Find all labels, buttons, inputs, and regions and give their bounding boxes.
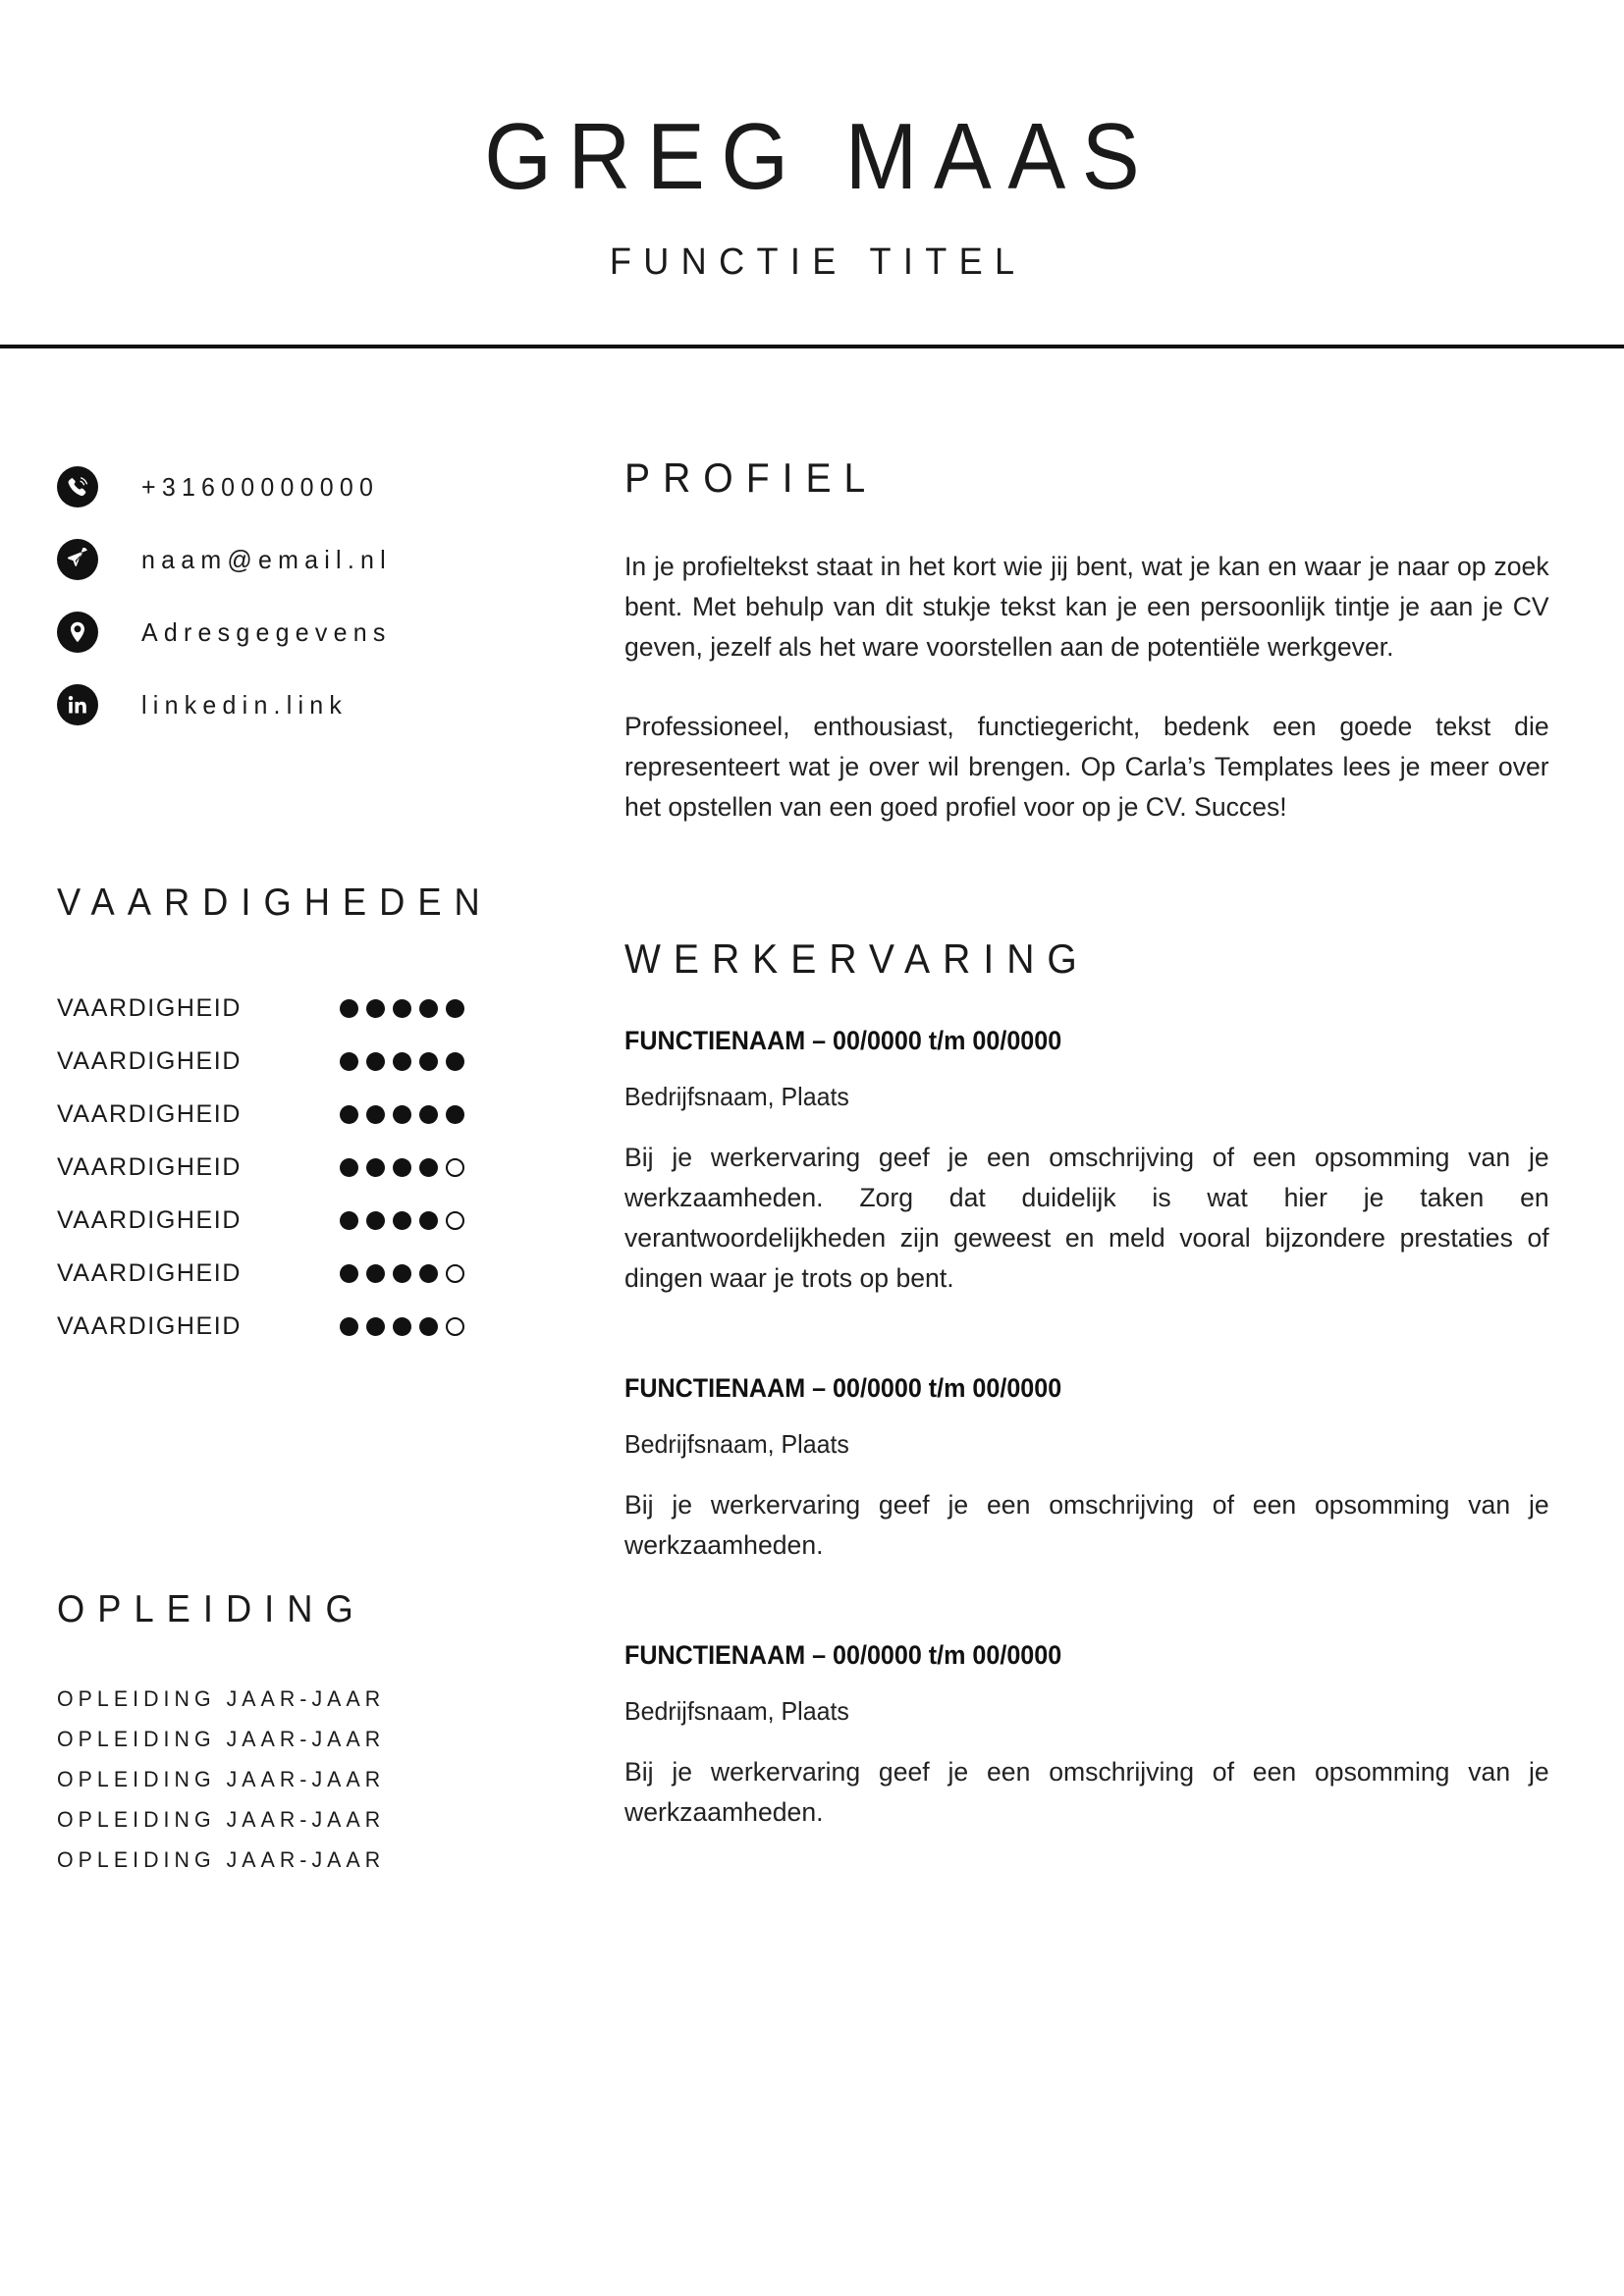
rating-dot-filled [340, 1052, 358, 1071]
page-title: GREG MAAS [484, 104, 1157, 209]
rating-dot-filled [340, 1105, 358, 1124]
rating-dot-filled [393, 1264, 411, 1283]
job-description: Bij je werkervaring geef je een omschrijving of een opsomming van je werkzaamheden. Zorg dat duidelijk is wat hier je taken en verantwoordelijkheden zijn geweest en meld vooral bijzondere prestaties of dingen waar je trots op bent. [624, 1143, 1549, 1294]
profile-section [624, 348, 1563, 828]
education-heading: OPLEIDING [57, 1588, 366, 1630]
location-icon [57, 612, 98, 653]
job-title-subtitle: FUNCTIE TITEL [609, 241, 1027, 283]
experience-item [624, 1026, 1563, 1299]
skill-label: VAARDIGHEID [57, 1099, 242, 1128]
rating-dot-filled [446, 1052, 464, 1071]
rating-dot-filled [366, 1211, 385, 1230]
skill-label: VAARDIGHEID [57, 1311, 242, 1340]
education-item: OPLEIDING JAAR-JAAR [57, 1686, 386, 1711]
job-company: Bedrijfsnaam, Plaats [624, 1429, 849, 1460]
skill-rating [340, 1052, 464, 1071]
skills-list [57, 982, 609, 1353]
rating-dot-filled [419, 1211, 438, 1230]
job-role: FUNCTIENAAM – 00/0000 t/m 00/0000 [624, 1373, 1062, 1404]
sidebar-column [0, 348, 609, 1880]
skill-rating [340, 999, 464, 1018]
skill-row [57, 982, 609, 1035]
contact-item-phone[interactable] [57, 458, 609, 515]
cv-body [0, 348, 1624, 1880]
job-description: Bij je werkervaring geef je een omschrijving of een opsomming van je werkzaamheden. [624, 1757, 1549, 1828]
rating-dot-filled [419, 1264, 438, 1283]
phone-icon [57, 466, 98, 507]
job-role: FUNCTIENAAM – 00/0000 t/m 00/0000 [624, 1026, 1062, 1056]
job-company: Bedrijfsnaam, Plaats [624, 1082, 849, 1112]
rating-dot-filled [340, 1211, 358, 1230]
skill-label: VAARDIGHEID [57, 1152, 242, 1181]
skill-rating [340, 1317, 464, 1336]
email-value: naam@email.nl [141, 544, 392, 574]
experience-item [624, 1373, 1563, 1566]
skill-row [57, 1141, 609, 1194]
rating-dot-filled [366, 1158, 385, 1177]
linkedin-icon [57, 684, 98, 725]
rating-dot-filled [419, 1052, 438, 1071]
education-section [57, 1353, 609, 1880]
linkedin-value: linkedin.link [141, 689, 349, 720]
rating-dot-filled [366, 1264, 385, 1283]
experience-heading: WERKERVARING [624, 935, 1090, 983]
rating-dot-filled [366, 1052, 385, 1071]
rating-dot-filled [419, 1105, 438, 1124]
rating-dot-filled [446, 1105, 464, 1124]
main-column [609, 348, 1624, 1833]
education-item: OPLEIDING JAAR-JAAR [57, 1767, 386, 1791]
job-company: Bedrijfsnaam, Plaats [624, 1696, 849, 1727]
rating-dot-filled [393, 1052, 411, 1071]
education-item: OPLEIDING JAAR-JAAR [57, 1807, 386, 1832]
skill-label: VAARDIGHEID [57, 993, 242, 1022]
rating-dot-filled [340, 999, 358, 1018]
rating-dot-filled [393, 1158, 411, 1177]
rating-dot-filled [340, 1317, 358, 1336]
skill-row [57, 1247, 609, 1300]
phone-value: +31600000000 [141, 471, 380, 502]
rating-dot-filled [419, 999, 438, 1018]
skill-rating [340, 1211, 464, 1230]
rating-dot-filled [366, 1317, 385, 1336]
job-role: FUNCTIENAAM – 00/0000 t/m 00/0000 [624, 1640, 1062, 1671]
experience-item [624, 1640, 1563, 1833]
skill-rating [340, 1105, 464, 1124]
profile-paragraph: Professioneel, enthousiast, functiegericht, bedenk een goede tekst die representeert wat je over wil brengen. Op Carla’s Templates lees je meer over het opstellen van een goed profiel voor op je CV. Succes! [624, 712, 1549, 823]
rating-dot-filled [340, 1158, 358, 1177]
skills-heading: VAARDIGHEDEN [57, 881, 493, 924]
skill-label: VAARDIGHEID [57, 1258, 242, 1287]
education-item: OPLEIDING JAAR-JAAR [57, 1847, 386, 1872]
address-value: Adresgegevens [141, 616, 392, 647]
skill-row [57, 1300, 609, 1353]
rating-dot-filled [393, 999, 411, 1018]
education-list [57, 1679, 609, 1880]
rating-dot-empty [446, 1317, 464, 1336]
skill-label: VAARDIGHEID [57, 1205, 242, 1234]
profile-paragraph: In je profieltekst staat in het kort wie jij bent, wat je kan en waar je naar op zoek bent. Met behulp van dit stukje tekst kan je een persoonlijk tintje je aan je CV geven, jezelf als het ware voorstellen aan de potentiële werkgever. [624, 552, 1549, 663]
skill-row [57, 1088, 609, 1141]
rating-dot-filled [393, 1317, 411, 1336]
contact-item-linkedin[interactable] [57, 676, 609, 733]
email-icon [57, 539, 98, 580]
contact-item-address[interactable] [57, 604, 609, 661]
rating-dot-filled [366, 1105, 385, 1124]
rating-dot-filled [366, 999, 385, 1018]
rating-dot-empty [446, 1211, 464, 1230]
rating-dot-filled [340, 1264, 358, 1283]
rating-dot-empty [446, 1264, 464, 1283]
skill-row [57, 1194, 609, 1247]
contact-item-email[interactable] [57, 531, 609, 588]
skill-rating [340, 1158, 464, 1177]
rating-dot-filled [393, 1105, 411, 1124]
cv-header [0, 0, 1624, 284]
education-item: OPLEIDING JAAR-JAAR [57, 1727, 386, 1751]
rating-dot-empty [446, 1158, 464, 1177]
skill-row [57, 1035, 609, 1088]
rating-dot-filled [419, 1158, 438, 1177]
skill-label: VAARDIGHEID [57, 1046, 242, 1075]
rating-dot-filled [419, 1317, 438, 1336]
skills-section [57, 749, 609, 1353]
contact-list [57, 348, 609, 733]
experience-section [624, 828, 1563, 1833]
skill-rating [340, 1264, 464, 1283]
job-description: Bij je werkervaring geef je een omschrijving of een opsomming van je werkzaamheden. [624, 1490, 1549, 1561]
experience-list [624, 1026, 1563, 1833]
rating-dot-filled [393, 1211, 411, 1230]
rating-dot-filled [446, 999, 464, 1018]
profile-heading: PROFIEL [624, 454, 879, 501]
